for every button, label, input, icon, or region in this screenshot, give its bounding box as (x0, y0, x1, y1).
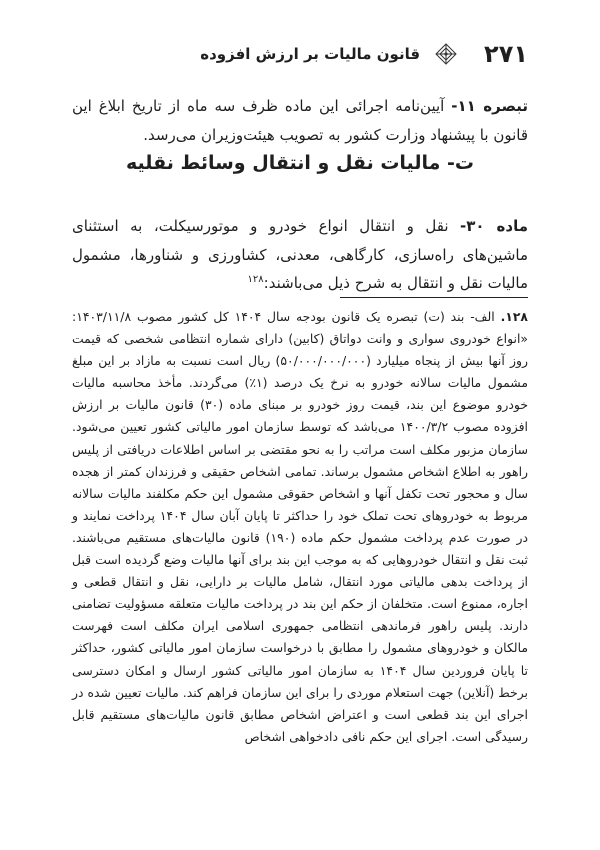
article-30-label: ماده ۳۰- (460, 217, 528, 235)
footnote-reference: ۱۲۸ (247, 274, 264, 285)
footnote-divider (340, 297, 528, 298)
note-11-label: تبصره ۱۱- (451, 97, 528, 115)
note-11-text: آیین‌نامه اجرائی این ماده ظرف سه ماه از تاریخ ابلاغ این قانون با پیشنهاد وزارت کشور به تصویب هیئت‌وزیران می‌رسد. (72, 97, 528, 144)
footnote-number: ۱۲۸. (500, 309, 528, 324)
diamond-ornament-icon (434, 42, 458, 66)
note-11-paragraph (72, 92, 528, 149)
page-number: ۲۷۱ (484, 40, 528, 68)
footnote-text: الف- بند (ت) تبصره یک قانون بودجه سال ۱۴۰۴ کل کشور مصوب ۱۴۰۳/۱۱/۸: «انواع خودروی سواری و وانت دواتاق (کابین) دارای شماره انتظامی شخصی که قیمت روز آنها بیش از پنجاه میلیارد (۵۰/۰۰۰/۰۰۰/۰۰۰) ریال است نسبت به مازاد بر این مبلغ مشمول مالیات سالانه خودرو به نرخ یک درصد (۱٪) می‌گردند. مأخذ محاسبه مالیات خودرو موضوع این بند، قیمت روز خودرو بر مبنای ماده (۳۰) قانون مالیات بر ارزش افزوده مصوب ۱۴۰۰/۳/۲ می‌باشد که توسط سازمان امور مالیاتی کشور تعیین می‌شود. سازمان مزبور مکلف است مراتب را به نحو مقتضی بر اساس اطلاعات دریافتی از پلیس راهور به اطلاع اشخاص مشمول برساند. تمامی اشخاص حقیقی و فرزندان کمتر از هجده سال و محجور تحت تکفل آنها و اشخاص حقوقی مشمول این حکم مکلفند مالیات سالانه مربوط به خودروهای تحت تملک خود را حداکثر تا پایان آبان سال ۱۴۰۴ پرداخت نمایند و در صورت عدم پرداخت مشمول حکم ماده (۱۹۰) قانون مالیات‌های مستقیم می‌باشند. ثبت نقل و انتقال خودروهایی که به موجب این بند برای آنها مالیات وضع گردیده است قبل از پرداخت بدهی مالیاتی مورد انتقال، شامل مالیات بر دارایی، نقل و انتقال قطعی و اجاره، ممنوع است. متخلفان از حکم این بند در پرداخت مالیات متعلقه مسؤولیت تضامنی دارند. پلیس راهور فرماندهی انتظامی جمهوری اسلامی ایران مکلف است فهرست مالکان و خودروهای مشمول را مطابق با درخواست سازمان امور مالیاتی کشور، حداکثر تا پایان فروردین سال ۱۴۰۴ به سازمان امور مالیاتی کشور ارسال و امکان دسترسی برخط (آنلاین) جهت استعلام موردی را برای این سازمان فراهم کند. مالیات تعیین شده در اجرای این بند قطعی است و اعتراض اشخاص مطابق قانون مالیات‌های مستقیم قابل رسیدگی است. اجرای این حکم نافی دادخواهی اشخاص (72, 309, 529, 744)
page-header (72, 34, 528, 74)
footnote-128 (72, 306, 528, 748)
article-30-paragraph (72, 212, 528, 298)
section-heading: ت- مالیات نقل و انتقال وسائط نقلیه (126, 152, 474, 174)
article-30-text: نقل و انتقال انواع خودرو و موتورسیکلت، به استثنای ماشین‌های راه‌سازی، کارگاهی، معدنی، کشاورزی و شناورها، مشمول مالیات نقل و انتقال به شرح ذیل می‌باشند: (72, 217, 528, 292)
running-title: قانون مالیات بر ارزش افزوده (200, 45, 421, 63)
